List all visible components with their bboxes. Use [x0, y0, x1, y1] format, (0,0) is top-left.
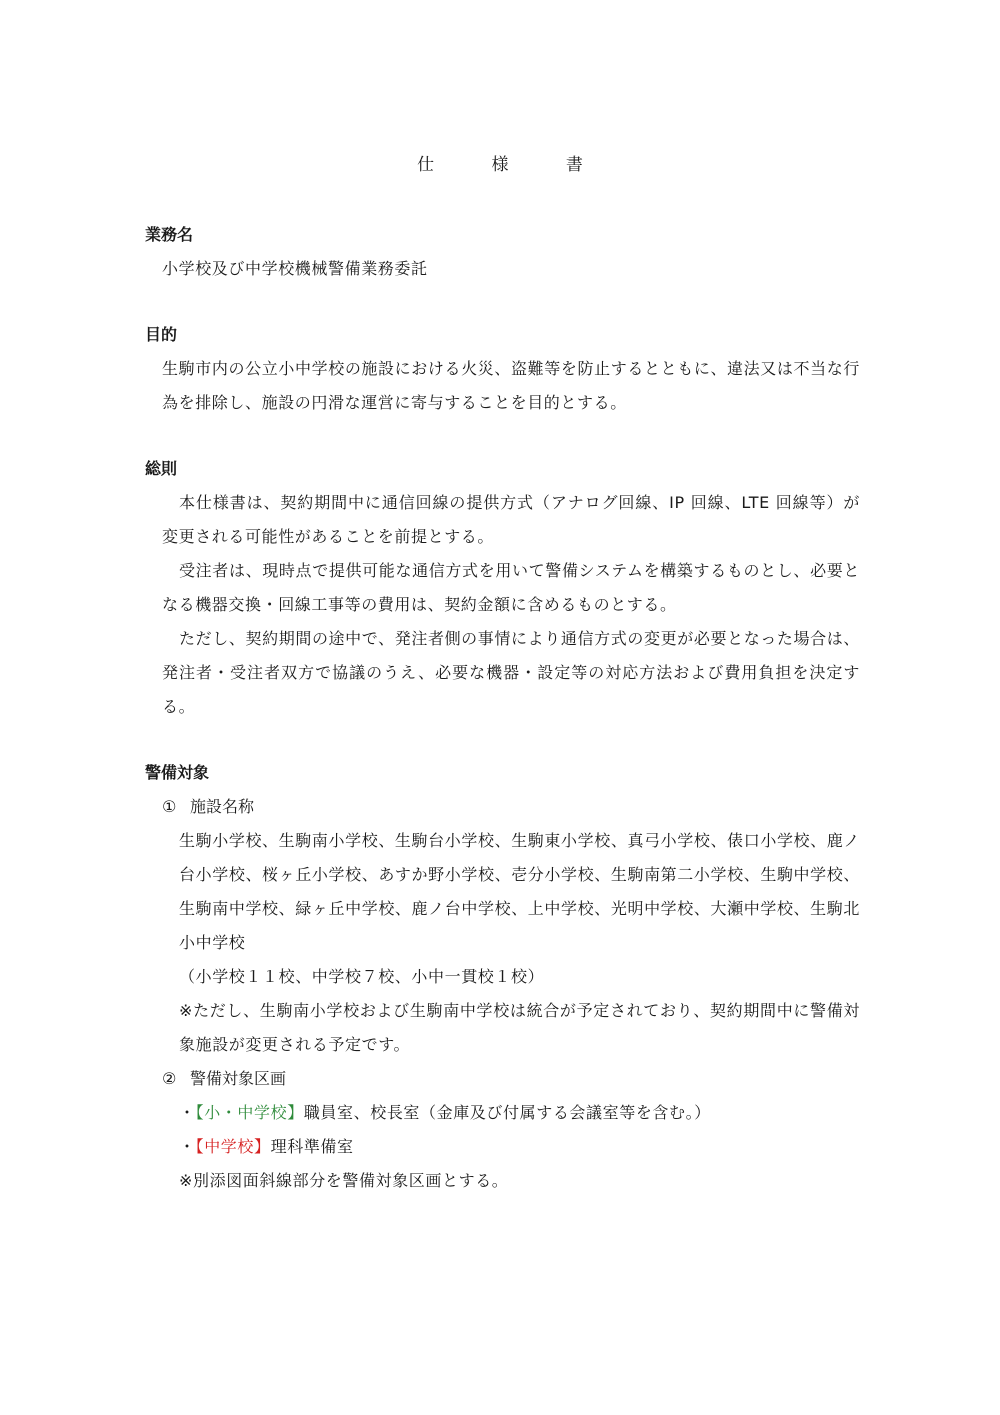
title-char-3: 書: [565, 155, 583, 175]
facility-note: ※ただし、生駒南小学校および生駒南中学校は統合が予定されており、契約期間中に警備対象施設が変更される予定です。: [179, 1001, 860, 1054]
purpose-text: 生駒市内の公立小中学校の施設における火災、盗難等を防止するとともに、違法又は不当な行為を排除し、施設の円滑な運営に寄与することを目的とする。: [162, 359, 860, 412]
tag-junior: 【中学校】: [195, 1137, 271, 1156]
bullet: ・: [179, 1137, 196, 1156]
area-line-junior: [145, 1130, 860, 1164]
area-text: 理科準備室: [270, 1137, 354, 1156]
area-line-elementary-junior: [145, 1096, 860, 1130]
area-note: ※別添図面斜線部分を警備対象区画とする。: [179, 1171, 509, 1190]
item-number: ②: [162, 1069, 177, 1088]
item-number: ①: [162, 797, 177, 816]
bullet: ・: [179, 1103, 196, 1122]
tag-elementary-junior: 【小・中学校】: [195, 1103, 304, 1122]
document-body: [145, 218, 860, 1198]
page-title: [0, 150, 1000, 175]
targets-heading: 警備対象: [145, 763, 210, 782]
title-char-1: 仕: [417, 155, 435, 175]
item-facility-names: [145, 790, 860, 824]
item-label: 警備対象区画: [190, 1069, 287, 1088]
item-security-areas: [145, 1062, 860, 1096]
general-paragraph-3: ただし、契約期間の途中で、発注者側の事情により通信方式の変更が必要となった場合は、発注者・受注者双方で協議のうえ、必要な機器・設定等の対応方法および費用負担を決定する。: [162, 629, 860, 716]
business-name-text: 小学校及び中学校機械警備業務委託: [162, 259, 428, 278]
title-char-2: 様: [491, 155, 509, 175]
business-name-heading: 業務名: [145, 225, 194, 244]
facility-count: （小学校１１校、中学校７校、小中一貫校１校）: [179, 967, 545, 986]
general-heading: 総則: [145, 459, 178, 478]
facility-list: 生駒小学校、生駒南小学校、生駒台小学校、生駒東小学校、真弓小学校、俵口小学校、鹿ノ台小学校、桜ヶ丘小学校、あすか野小学校、壱分小学校、生駒南第二小学校、生駒中学校、生駒南中学校、緑ヶ丘中学校、鹿ノ台中学校、上中学校、光明中学校、大瀬中学校、生駒北小中学校: [179, 831, 860, 952]
purpose-heading: 目的: [145, 325, 178, 344]
item-label: 施設名称: [190, 797, 255, 816]
general-paragraph-1: 本仕様書は、契約期間中に通信回線の提供方式（アナログ回線、IP 回線、LTE 回線等）が変更される可能性があることを前提とする。: [162, 493, 860, 546]
area-text: 職員室、校長室（金庫及び付属する会議室等を含む。）: [303, 1103, 711, 1122]
general-paragraph-2: 受注者は、現時点で提供可能な通信方式を用いて警備システムを構築するものとし、必要となる機器交換・回線工事等の費用は、契約金額に含めるものとする。: [162, 561, 860, 614]
